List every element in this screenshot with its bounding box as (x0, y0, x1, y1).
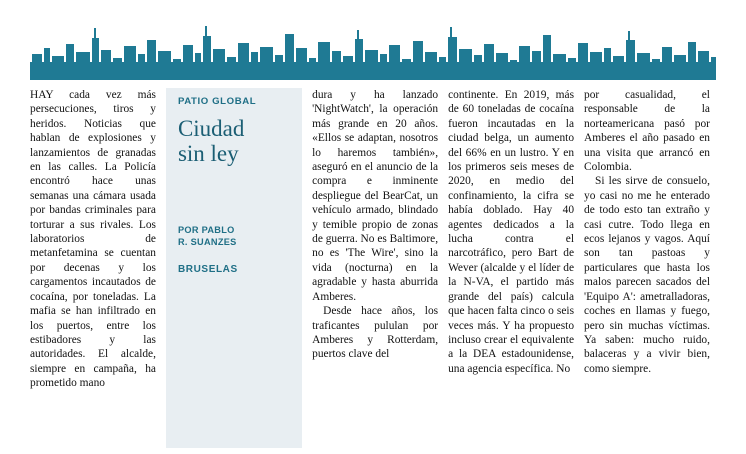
section-kicker: PATIO GLOBAL (177, 96, 257, 107)
paragraph: dura y ha lanzado 'NightWatch', la operación más grande en 20 años. «Ellos se adaptan, nosotros lo haremos también», aseguró en el anuncio de la compra e inminente despliegue del BearCat, un vehículo armado, blindado y temible propio de zonas de guerra. No es Baltimore, no es 'The Wire', sino la vida (nocturna) en la agradable y hasta aburrida Amberes. (312, 89, 439, 303)
page-title (178, 116, 290, 166)
article-columns (30, 88, 720, 448)
paragraph: por casualidad, el responsable de la norteamericana pasó por Amberes el año pasado en una visita que arrancó en Colombia. (584, 89, 710, 174)
article-feature-box (166, 88, 302, 448)
paragraph: Desde hace años, los traficantes pululan por Amberes y Rotterdam, puertos clave del (312, 305, 439, 361)
article-column-3 (312, 88, 448, 448)
city-skyline-illustration (30, 18, 716, 80)
article-column-4 (448, 88, 584, 448)
article-column-5 (584, 88, 720, 448)
paragraph: continente. En 2019, más de 60 toneladas de cocaína fueron incautadas en la ciudad belga, un aumento del 66% en un lustro. Y en los primeros seis meses de 2020, en medio del confinamiento, la cifra se había doblado. Hay 40 agentes dedicados a la lucha contra el narcotráfico, pero Bart de Wever (alcalde y el líder de la N-VA, el partido más grande del país) calcula que hacen falta cinco o seis veces más. Y ha propuesto incluso crear el equivalente a la DEA estadounidense, una agencia específica. No (448, 89, 575, 375)
byline (178, 224, 290, 248)
byline-line-1: POR PABLO (177, 225, 235, 235)
paragraph: HAY cada vez más persecuciones, tiros y heridos. Noticias que hablan de explosiones y lanzamientos de granadas en las calles. La Policía encontró hace unas semanas una cámara usada por bandas criminales para torturar a sus rivales. Los laboratorios de metanfetamina se cuentan por decenas y los cargamentos incautados de cocaína, por toneladas. La mafia se han infiltrado en los puertos, entre los estibadores y las autoridades. El alcalde, siempre en campaña, ha prometido mano (30, 89, 156, 390)
paragraph: Si les sirve de consuelo, yo casi no me he enterado de todo esto tan extraño y casi cutre. Todo llega en ecos lejanos y vagos. Aquí son tan pastoas y particulares que hasta los malos parecen sacados del 'Equipo A': ametralladoras, coches en llamas y fuego, pero sin muchas víctimas. Ya saben: mucho ruido, balaceras y a vivir bien, como siempre. (584, 175, 710, 375)
headline-line-1: Ciudad (177, 116, 245, 141)
article-column-1 (30, 88, 166, 448)
byline-line-2: R. SUANZES (177, 237, 237, 247)
headline-line-2: sin ley (177, 141, 239, 166)
dateline: BRUSELAS (177, 264, 238, 275)
